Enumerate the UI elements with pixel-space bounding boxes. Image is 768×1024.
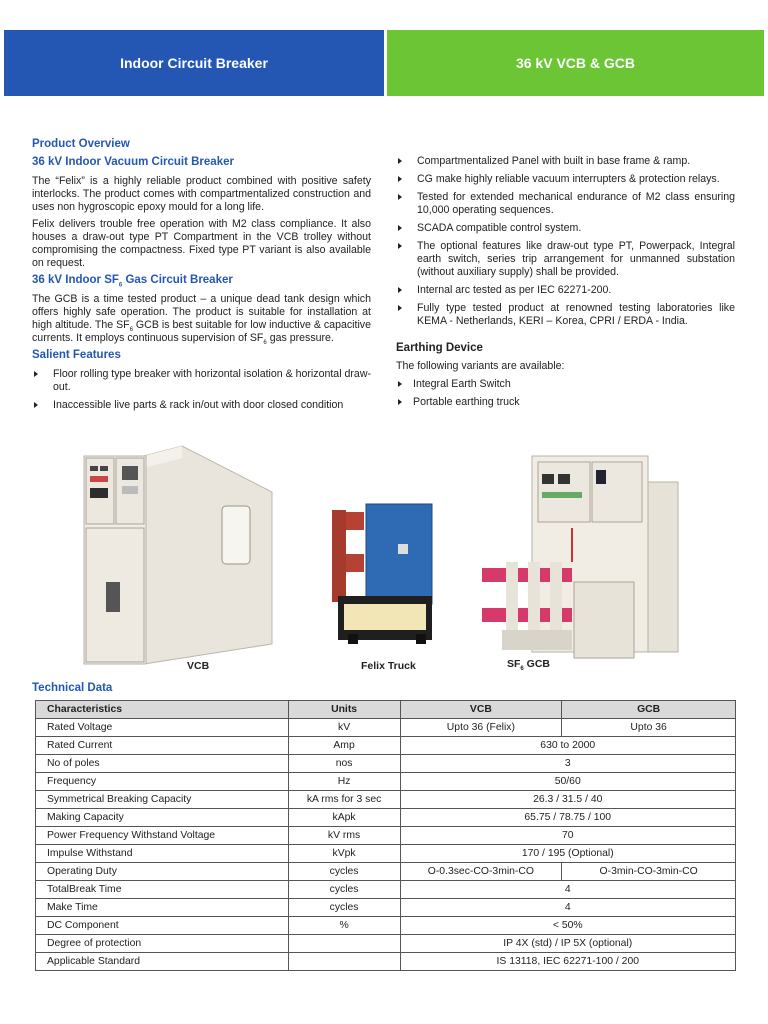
vcb-paragraph-2: Felix delivers trouble free operation with M2 class compliance. It also houses a draw-out type PT Compartment in the VCB trolley without compromising the compactness. Fixed type PT variant is also available on request. [32,218,371,269]
list-item: CG make highly reliable vacuum interrupters & protection relays. [396,173,735,186]
bullet-arrow-icon [398,176,402,182]
bullet-arrow-icon [398,381,402,387]
list-item: SCADA compatible control system. [396,222,735,235]
table-row: DC Component % < 50% [36,917,736,935]
bullet-arrow-icon [398,305,402,311]
vcb-features-list [396,155,735,328]
felix-truck-caption: Felix Truck [361,660,416,672]
bullet-arrow-icon [34,371,38,377]
product-overview-heading: Product Overview [32,138,130,150]
header-characteristics: Characteristics [36,701,289,719]
bullet-arrow-icon [398,225,402,231]
bullet-arrow-icon [398,243,402,249]
list-item: Internal arc tested as per IEC 62271-200. [396,284,735,297]
table-row: Impulse Withstand kVpk 170 / 195 (Optional) [36,845,736,863]
table-row: Degree of protection IP 4X (std) / IP 5X (optional) [36,935,736,953]
table-row: Make Time cycles 4 [36,899,736,917]
earthing-device-heading: Earthing Device [396,342,483,354]
table-row: No of poles nos 3 [36,755,736,773]
salient-features-list [32,368,371,412]
list-item: Integral Earth Switch [396,378,735,391]
vcb-caption: VCB [187,660,210,672]
salient-features-heading: Salient Features [32,349,121,361]
technical-data-heading: Technical Data [32,682,113,694]
gcb-heading: 36 kV Indoor $SF_6$ Gas Circuit Breaker [32,274,233,289]
table-row: Rated Current Amp 630 to 2000 [36,737,736,755]
list-item: Fully type tested product at renowned testing laboratories like KEMA - Netherlands, KERI – Korea, CPRI / ERDA - India. [396,302,735,328]
technical-data-table [35,700,736,971]
vcb-panel-image [82,444,278,666]
table-row: Power Frequency Withstand Voltage kV rms 70 [36,827,736,845]
header-vcb: VCB [400,701,562,719]
banner-left-title: Indoor Circuit Breaker [120,55,268,71]
table-row: Operating Duty cycles O-0.3sec-CO-3min-CO O-3min-CO-3min-CO [36,863,736,881]
right-column [396,155,735,414]
table-row: Symmetrical Breaking Capacity kA rms for 3 sec 26.3 / 31.5 / 40 [36,791,736,809]
earthing-list [396,378,735,409]
list-item: Floor rolling type breaker with horizontal isolation & horizontal draw-out. [32,368,371,394]
header-gcb: GCB [562,701,736,719]
earthing-intro: The following variants are available: [396,360,565,372]
table-row: Applicable Standard IS 13118, IEC 62271-100 / 200 [36,953,736,971]
felix-truck-image [328,500,436,650]
list-item: Compartmentalized Panel with built in base frame & ramp. [396,155,735,168]
table-header-row [36,701,736,719]
vcb-heading: 36 kV Indoor Vacuum Circuit Breaker [32,156,234,168]
header-units: Units [288,701,400,719]
bullet-arrow-icon [398,399,402,405]
table-row: Frequency Hz 50/60 [36,773,736,791]
gcb-panel-image [478,452,682,666]
table-row: TotalBreak Time cycles 4 [36,881,736,899]
banner-36kv-vcb-gcb [387,30,764,96]
list-item: Portable earthing truck [396,396,735,409]
list-item: Tested for extended mechanical endurance of M2 class ensuring 10,000 operating sequences. [396,191,735,217]
gcb-caption: $SF_6$ GCB [507,658,551,673]
bullet-arrow-icon [398,287,402,293]
table-row: Making Capacity kApk 65.75 / 78.75 / 100 [36,809,736,827]
list-item: Inaccessible live parts & rack in/out with door closed condition [32,399,371,412]
bullet-arrow-icon [398,194,402,200]
table-row: Rated Voltage kV Upto 36 (Felix) Upto 36 [36,719,736,737]
left-column [32,138,371,417]
vcb-paragraph-1: The “Felix” is a highly reliable product combined with positive safety interlocks. The product comes with compartmentalized construction and uses non hygroscopic epoxy mould for a long life. [32,175,371,213]
banner-right-title: 36 kV VCB & GCB [515,55,636,71]
banner-indoor-circuit-breaker [4,30,384,96]
bullet-arrow-icon [34,402,38,408]
gcb-paragraph: The GCB is a time tested product – a unique dead tank design which offers highly safe operation. The product is suitable for installation at high altitude. The $SF_6$ GCB is best suitable for low inductive & capacitive currents. It employs continuous supervision of $SF_6$ gas pressure. [32,293,371,347]
bullet-arrow-icon [398,158,402,164]
list-item: The optional features like draw-out type PT, Powerpack, Integral earth switch, series trip arrangement for unmanned substation (without auxiliary supply) shall be provided. [396,240,735,279]
